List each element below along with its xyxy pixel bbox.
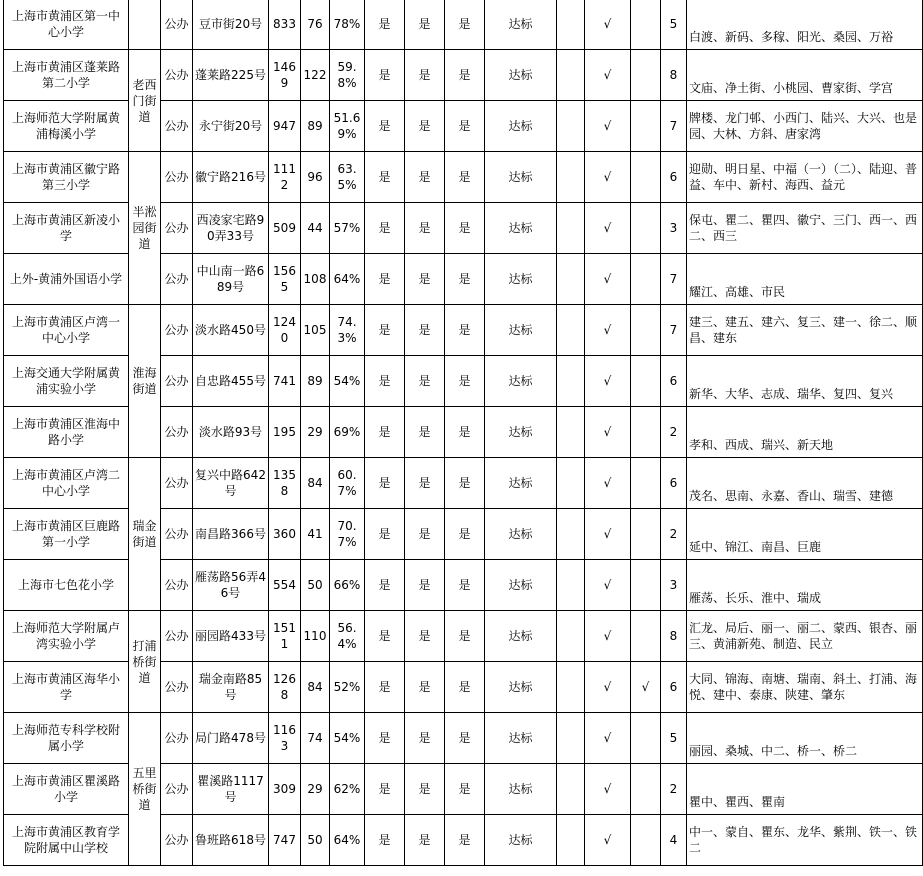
- school-name-cell: 上海市黄浦区蓬莱路第二小学: [4, 50, 129, 101]
- status-cell: 达标: [485, 713, 557, 764]
- address-cell: 南昌路366号: [193, 509, 269, 560]
- n1-cell: 509: [269, 203, 301, 254]
- n2-cell: 84: [301, 458, 330, 509]
- neighborhoods-cell: 瞿中、瞿西、瞿南: [687, 764, 923, 815]
- c1-cell: 是: [365, 611, 405, 662]
- pct-cell: 54%: [330, 713, 365, 764]
- status-cell: 达标: [485, 560, 557, 611]
- c3-cell: 是: [445, 50, 485, 101]
- c3-cell: 是: [445, 254, 485, 305]
- t1-cell: [557, 458, 585, 509]
- table-row: [4, 713, 923, 764]
- c3-cell: 是: [445, 815, 485, 866]
- neighborhoods-cell: 牌楼、龙门邨、小西门、陆兴、大兴、也是园、大林、方斜、唐家湾: [687, 101, 923, 152]
- t1-cell: [557, 509, 585, 560]
- t1-cell: [557, 356, 585, 407]
- nature-cell: 公办: [161, 0, 193, 50]
- nature-cell: 公办: [161, 407, 193, 458]
- school-name-cell: 上海市黄浦区教育学院附属中山学校: [4, 815, 129, 866]
- table-row: [4, 50, 923, 101]
- t2-cell: √: [585, 152, 631, 203]
- neighborhoods-cell: 耀江、高雄、市民: [687, 254, 923, 305]
- neighborhoods-cell: 茂名、思南、永嘉、香山、瑞雪、建德: [687, 458, 923, 509]
- nature-cell: 公办: [161, 50, 193, 101]
- t3-cell: [631, 50, 661, 101]
- n1-cell: 1112: [269, 152, 301, 203]
- n1-cell: 360: [269, 509, 301, 560]
- count-cell: 5: [661, 0, 687, 50]
- t3-cell: [631, 305, 661, 356]
- t2-cell: √: [585, 305, 631, 356]
- pct-cell: 57%: [330, 203, 365, 254]
- count-cell: 7: [661, 254, 687, 305]
- t3-cell: [631, 203, 661, 254]
- t2-cell: √: [585, 713, 631, 764]
- c1-cell: 是: [365, 560, 405, 611]
- neighborhoods-cell: 中一、蒙自、瞿东、龙华、紫荆、铁一、铁二: [687, 815, 923, 866]
- c3-cell: 是: [445, 407, 485, 458]
- neighborhoods-cell: 汇龙、局后、丽一、丽二、蒙西、银杏、丽三、黄浦新苑、制造、民立: [687, 611, 923, 662]
- c2-cell: 是: [405, 509, 445, 560]
- n2-cell: 110: [301, 611, 330, 662]
- school-enrollment-table: [3, 0, 923, 866]
- c3-cell: 是: [445, 356, 485, 407]
- c1-cell: 是: [365, 662, 405, 713]
- c2-cell: 是: [405, 407, 445, 458]
- c1-cell: 是: [365, 509, 405, 560]
- t3-cell: [631, 254, 661, 305]
- count-cell: 6: [661, 662, 687, 713]
- address-cell: 西凌家宅路90弄33号: [193, 203, 269, 254]
- n2-cell: 89: [301, 101, 330, 152]
- t1-cell: [557, 101, 585, 152]
- school-name-cell: 上海市黄浦区瞿溪路小学: [4, 764, 129, 815]
- c2-cell: 是: [405, 662, 445, 713]
- pct-cell: 51.69%: [330, 101, 365, 152]
- c1-cell: 是: [365, 0, 405, 50]
- count-cell: 6: [661, 152, 687, 203]
- pct-cell: 52%: [330, 662, 365, 713]
- street-cell: 瑞金街道: [129, 458, 161, 611]
- count-cell: 5: [661, 713, 687, 764]
- address-cell: 永宁街20号: [193, 101, 269, 152]
- status-cell: 达标: [485, 254, 557, 305]
- n2-cell: 96: [301, 152, 330, 203]
- c1-cell: 是: [365, 305, 405, 356]
- c2-cell: 是: [405, 356, 445, 407]
- t1-cell: [557, 254, 585, 305]
- c2-cell: 是: [405, 560, 445, 611]
- t2-cell: √: [585, 0, 631, 50]
- neighborhoods-cell: 迎勋、明日星、中福（一）（二）、陆迎、普益、车中、新村、海西、益元: [687, 152, 923, 203]
- t1-cell: [557, 305, 585, 356]
- count-cell: 2: [661, 509, 687, 560]
- t2-cell: √: [585, 356, 631, 407]
- nature-cell: 公办: [161, 152, 193, 203]
- pct-cell: 78%: [330, 0, 365, 50]
- nature-cell: 公办: [161, 356, 193, 407]
- c1-cell: 是: [365, 407, 405, 458]
- n2-cell: 41: [301, 509, 330, 560]
- nature-cell: 公办: [161, 203, 193, 254]
- address-cell: 雁荡路56弄46号: [193, 560, 269, 611]
- c3-cell: 是: [445, 764, 485, 815]
- n1-cell: 833: [269, 0, 301, 50]
- t2-cell: √: [585, 509, 631, 560]
- address-cell: 自忠路455号: [193, 356, 269, 407]
- count-cell: 7: [661, 101, 687, 152]
- n1-cell: 1511: [269, 611, 301, 662]
- n1-cell: 554: [269, 560, 301, 611]
- street-cell: 打浦桥街道: [129, 611, 161, 713]
- nature-cell: 公办: [161, 815, 193, 866]
- c1-cell: 是: [365, 203, 405, 254]
- school-name-cell: 上海市黄浦区卢湾一中心小学: [4, 305, 129, 356]
- pct-cell: 64%: [330, 254, 365, 305]
- pct-cell: 54%: [330, 356, 365, 407]
- status-cell: 达标: [485, 458, 557, 509]
- pct-cell: 62%: [330, 764, 365, 815]
- table-row: [4, 458, 923, 509]
- neighborhoods-cell: 延中、锦江、南昌、巨鹿: [687, 509, 923, 560]
- n1-cell: 947: [269, 101, 301, 152]
- status-cell: 达标: [485, 203, 557, 254]
- school-name-cell: 上海市黄浦区海华小学: [4, 662, 129, 713]
- school-name-cell: 上海师范专科学校附属小学: [4, 713, 129, 764]
- t1-cell: [557, 50, 585, 101]
- c2-cell: 是: [405, 152, 445, 203]
- t2-cell: √: [585, 764, 631, 815]
- c2-cell: 是: [405, 815, 445, 866]
- neighborhoods-cell: 保屯、瞿二、瞿四、徽宁、三门、西一、西二、西三: [687, 203, 923, 254]
- c1-cell: 是: [365, 254, 405, 305]
- c3-cell: 是: [445, 101, 485, 152]
- address-cell: 鲁班路618号: [193, 815, 269, 866]
- t3-cell: [631, 764, 661, 815]
- n1-cell: 741: [269, 356, 301, 407]
- c3-cell: 是: [445, 458, 485, 509]
- c2-cell: 是: [405, 458, 445, 509]
- status-cell: 达标: [485, 815, 557, 866]
- c1-cell: 是: [365, 356, 405, 407]
- n1-cell: 1565: [269, 254, 301, 305]
- t1-cell: [557, 815, 585, 866]
- n1-cell: 1163: [269, 713, 301, 764]
- address-cell: 瞿溪路1117号: [193, 764, 269, 815]
- pct-cell: 66%: [330, 560, 365, 611]
- count-cell: 4: [661, 815, 687, 866]
- c3-cell: 是: [445, 713, 485, 764]
- t2-cell: √: [585, 254, 631, 305]
- n1-cell: 747: [269, 815, 301, 866]
- n2-cell: 89: [301, 356, 330, 407]
- street-cell: 半淞园街道: [129, 152, 161, 305]
- pct-cell: 69%: [330, 407, 365, 458]
- status-cell: 达标: [485, 50, 557, 101]
- school-name-cell: 上海市黄浦区第一中心小学: [4, 0, 129, 50]
- pct-cell: 56.4%: [330, 611, 365, 662]
- n1-cell: 309: [269, 764, 301, 815]
- status-cell: 达标: [485, 152, 557, 203]
- neighborhoods-cell: 文庙、净土街、小桃园、曹家街、学宫: [687, 50, 923, 101]
- nature-cell: 公办: [161, 254, 193, 305]
- t1-cell: [557, 662, 585, 713]
- status-cell: 达标: [485, 356, 557, 407]
- count-cell: 6: [661, 356, 687, 407]
- pct-cell: 60.7%: [330, 458, 365, 509]
- pct-cell: 59.8%: [330, 50, 365, 101]
- pct-cell: 70.7%: [330, 509, 365, 560]
- school-name-cell: 上海市黄浦区巨鹿路第一小学: [4, 509, 129, 560]
- street-cell: 老西门街道: [129, 50, 161, 152]
- c3-cell: 是: [445, 203, 485, 254]
- n1-cell: 1469: [269, 50, 301, 101]
- n2-cell: 76: [301, 0, 330, 50]
- t3-cell: [631, 560, 661, 611]
- count-cell: 6: [661, 458, 687, 509]
- nature-cell: 公办: [161, 662, 193, 713]
- t1-cell: [557, 407, 585, 458]
- t2-cell: √: [585, 560, 631, 611]
- status-cell: 达标: [485, 305, 557, 356]
- count-cell: 7: [661, 305, 687, 356]
- count-cell: 3: [661, 560, 687, 611]
- t2-cell: √: [585, 458, 631, 509]
- n2-cell: 108: [301, 254, 330, 305]
- street-cell: [129, 0, 161, 50]
- address-cell: 复兴中路642号: [193, 458, 269, 509]
- table-row: [4, 0, 923, 50]
- c3-cell: 是: [445, 152, 485, 203]
- status-cell: 达标: [485, 0, 557, 50]
- school-name-cell: 上海师范大学附属卢湾实验小学: [4, 611, 129, 662]
- t1-cell: [557, 764, 585, 815]
- n2-cell: 84: [301, 662, 330, 713]
- nature-cell: 公办: [161, 611, 193, 662]
- n2-cell: 74: [301, 713, 330, 764]
- c2-cell: 是: [405, 203, 445, 254]
- c1-cell: 是: [365, 50, 405, 101]
- pct-cell: 64%: [330, 815, 365, 866]
- t2-cell: √: [585, 50, 631, 101]
- c2-cell: 是: [405, 0, 445, 50]
- t3-cell: [631, 152, 661, 203]
- c1-cell: 是: [365, 152, 405, 203]
- t3-cell: [631, 713, 661, 764]
- n1-cell: 1240: [269, 305, 301, 356]
- c2-cell: 是: [405, 101, 445, 152]
- nature-cell: 公办: [161, 305, 193, 356]
- neighborhoods-cell: 大同、锦海、南塘、瑞南、斜土、打浦、海悦、建中、泰康、陕建、肇东: [687, 662, 923, 713]
- neighborhoods-cell: 白渡、新码、多稼、阳光、桑园、万裕: [687, 0, 923, 50]
- street-cell: 淮海街道: [129, 305, 161, 458]
- n2-cell: 44: [301, 203, 330, 254]
- t2-cell: √: [585, 101, 631, 152]
- school-name-cell: 上海市黄浦区卢湾二中心小学: [4, 458, 129, 509]
- c2-cell: 是: [405, 713, 445, 764]
- count-cell: 8: [661, 50, 687, 101]
- n2-cell: 50: [301, 560, 330, 611]
- c2-cell: 是: [405, 50, 445, 101]
- address-cell: 徽宁路216号: [193, 152, 269, 203]
- address-cell: 瑞金南路85号: [193, 662, 269, 713]
- table-row: [4, 305, 923, 356]
- table-row: [4, 611, 923, 662]
- address-cell: 蓬莱路225号: [193, 50, 269, 101]
- n2-cell: 50: [301, 815, 330, 866]
- c1-cell: 是: [365, 458, 405, 509]
- n2-cell: 29: [301, 407, 330, 458]
- address-cell: 丽园路433号: [193, 611, 269, 662]
- count-cell: 8: [661, 611, 687, 662]
- n1-cell: 1268: [269, 662, 301, 713]
- t3-cell: [631, 509, 661, 560]
- nature-cell: 公办: [161, 713, 193, 764]
- t3-cell: [631, 611, 661, 662]
- t3-cell: [631, 356, 661, 407]
- t1-cell: [557, 203, 585, 254]
- c1-cell: 是: [365, 764, 405, 815]
- c2-cell: 是: [405, 254, 445, 305]
- school-name-cell: 上海师范大学附属黄浦梅溪小学: [4, 101, 129, 152]
- c1-cell: 是: [365, 713, 405, 764]
- status-cell: 达标: [485, 611, 557, 662]
- status-cell: 达标: [485, 407, 557, 458]
- c3-cell: 是: [445, 509, 485, 560]
- t2-cell: √: [585, 611, 631, 662]
- neighborhoods-cell: 新华、大华、志成、瑞华、复四、复兴: [687, 356, 923, 407]
- address-cell: 淡水路450号: [193, 305, 269, 356]
- school-name-cell: 上海交通大学附属黄浦实验小学: [4, 356, 129, 407]
- t1-cell: [557, 713, 585, 764]
- t2-cell: √: [585, 662, 631, 713]
- nature-cell: 公办: [161, 560, 193, 611]
- t3-cell: [631, 101, 661, 152]
- status-cell: 达标: [485, 764, 557, 815]
- c2-cell: 是: [405, 764, 445, 815]
- school-name-cell: 上外-黄浦外国语小学: [4, 254, 129, 305]
- t1-cell: [557, 611, 585, 662]
- c1-cell: 是: [365, 815, 405, 866]
- pct-cell: 63.5%: [330, 152, 365, 203]
- t3-cell: √: [631, 662, 661, 713]
- n1-cell: 195: [269, 407, 301, 458]
- t1-cell: [557, 152, 585, 203]
- status-cell: 达标: [485, 509, 557, 560]
- table-row: [4, 152, 923, 203]
- nature-cell: 公办: [161, 764, 193, 815]
- nature-cell: 公办: [161, 101, 193, 152]
- t2-cell: √: [585, 407, 631, 458]
- school-name-cell: 上海市黄浦区徽宁路第三小学: [4, 152, 129, 203]
- pct-cell: 74.3%: [330, 305, 365, 356]
- c3-cell: 是: [445, 305, 485, 356]
- c3-cell: 是: [445, 0, 485, 50]
- t3-cell: [631, 407, 661, 458]
- nature-cell: 公办: [161, 458, 193, 509]
- address-cell: 豆市街20号: [193, 0, 269, 50]
- c3-cell: 是: [445, 611, 485, 662]
- c2-cell: 是: [405, 305, 445, 356]
- c3-cell: 是: [445, 560, 485, 611]
- n2-cell: 29: [301, 764, 330, 815]
- t1-cell: [557, 0, 585, 50]
- school-name-cell: 上海市七色花小学: [4, 560, 129, 611]
- n2-cell: 122: [301, 50, 330, 101]
- t2-cell: √: [585, 815, 631, 866]
- neighborhoods-cell: 孝和、西成、瑞兴、新天地: [687, 407, 923, 458]
- street-cell: 五里桥街道: [129, 713, 161, 866]
- n1-cell: 1358: [269, 458, 301, 509]
- count-cell: 2: [661, 407, 687, 458]
- count-cell: 3: [661, 203, 687, 254]
- address-cell: 中山南一路689号: [193, 254, 269, 305]
- address-cell: 淡水路93号: [193, 407, 269, 458]
- t3-cell: [631, 815, 661, 866]
- t2-cell: √: [585, 203, 631, 254]
- school-name-cell: 上海市黄浦区新凌小学: [4, 203, 129, 254]
- count-cell: 2: [661, 764, 687, 815]
- t1-cell: [557, 560, 585, 611]
- address-cell: 局门路478号: [193, 713, 269, 764]
- status-cell: 达标: [485, 662, 557, 713]
- neighborhoods-cell: 雁荡、长乐、淮中、瑞成: [687, 560, 923, 611]
- t3-cell: [631, 458, 661, 509]
- c1-cell: 是: [365, 101, 405, 152]
- status-cell: 达标: [485, 101, 557, 152]
- c3-cell: 是: [445, 662, 485, 713]
- nature-cell: 公办: [161, 509, 193, 560]
- table-body: [4, 0, 923, 866]
- neighborhoods-cell: 建三、建五、建六、复三、建一、徐二、顺昌、建东: [687, 305, 923, 356]
- c2-cell: 是: [405, 611, 445, 662]
- school-name-cell: 上海市黄浦区淮海中路小学: [4, 407, 129, 458]
- t3-cell: [631, 0, 661, 50]
- n2-cell: 105: [301, 305, 330, 356]
- neighborhoods-cell: 丽园、桑城、中二、桥一、桥二: [687, 713, 923, 764]
